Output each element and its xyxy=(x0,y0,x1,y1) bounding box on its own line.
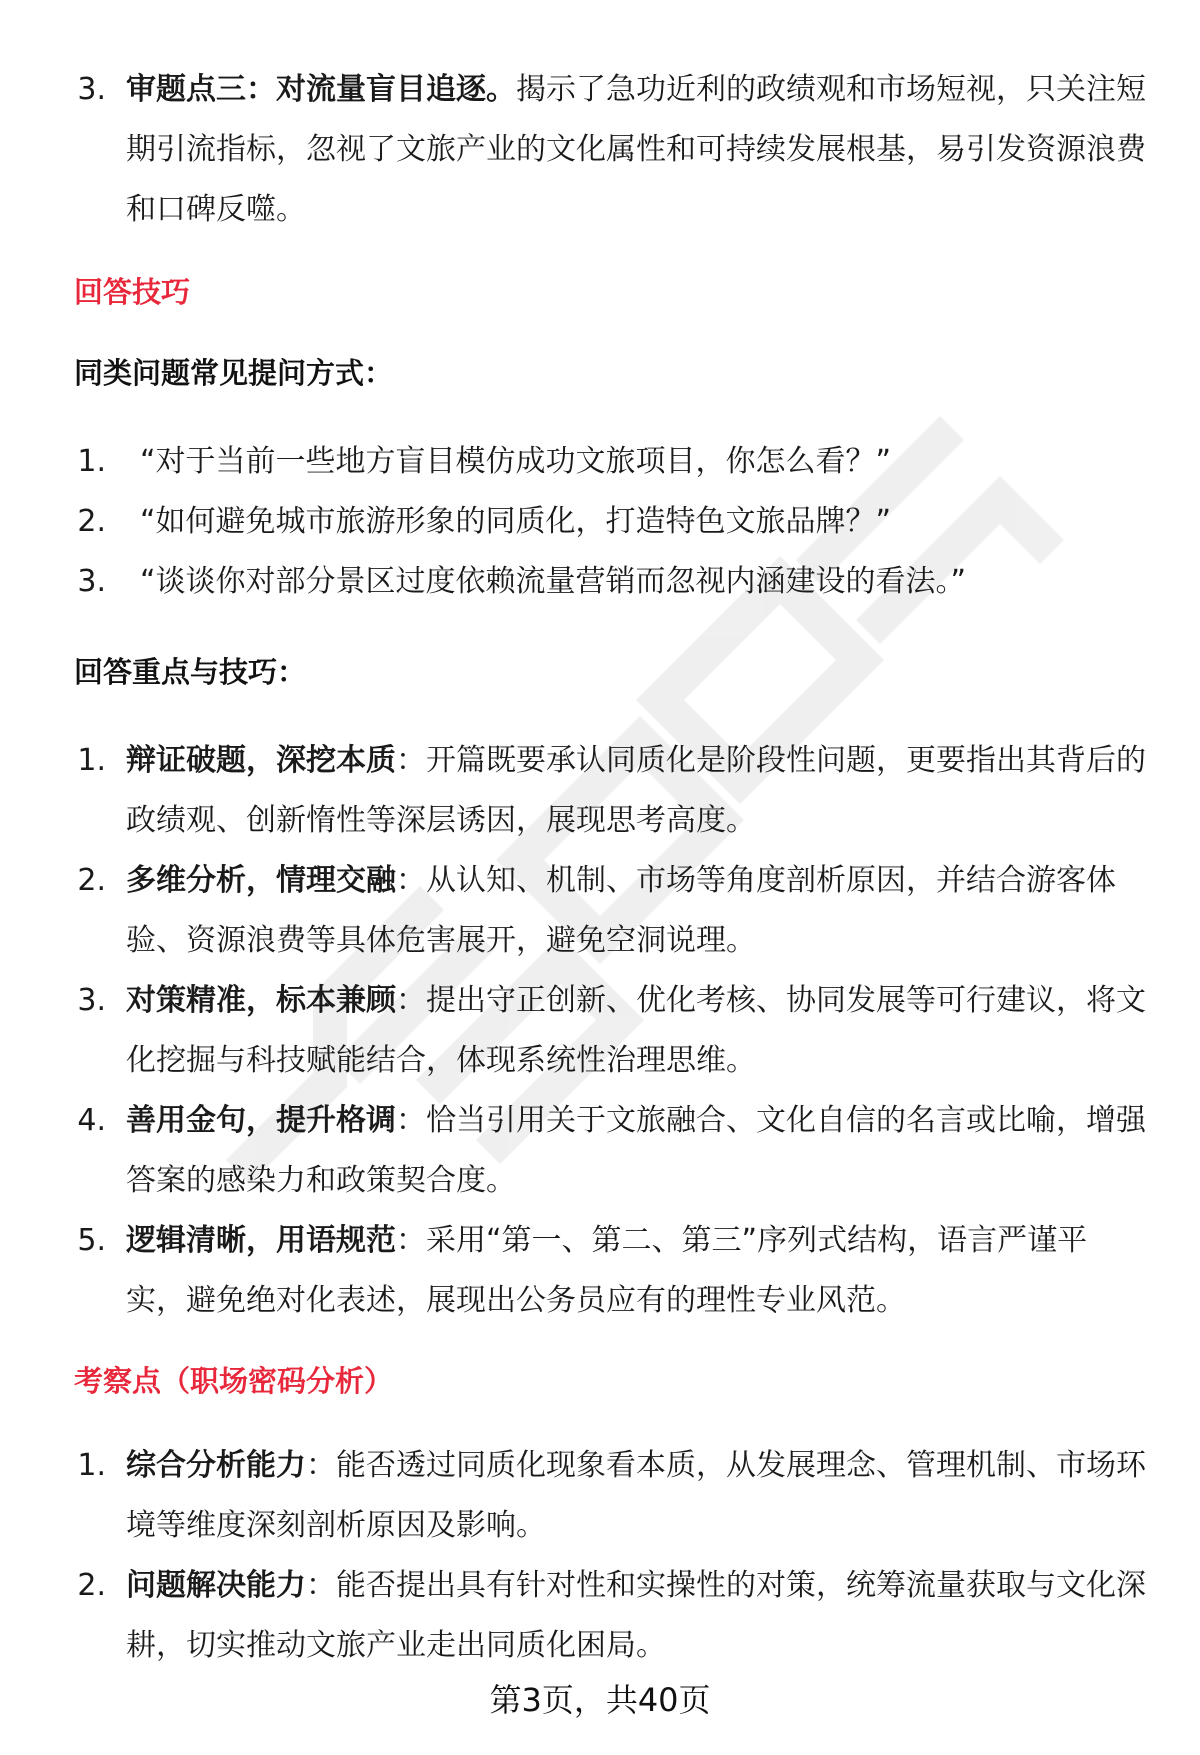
subheading-common-questions: 同类问题常见提问方式： xyxy=(74,356,394,390)
exam-point-line xyxy=(126,1566,1146,1606)
key-point-line xyxy=(126,1101,1146,1141)
page-number-footer: 第3页，共40页 xyxy=(489,1681,711,1719)
body-text: ：能否透过同质化现象看本质，从发展理念、管理机制、市场环 xyxy=(306,1448,1146,1483)
list-number: 2. xyxy=(77,863,106,898)
body-text: ：采用“第一、第二、第三”序列式结构，语言严谨平 xyxy=(396,1223,1088,1258)
key-point-line: 化挖掘与科技赋能结合，体现系统性治理思维。 xyxy=(126,1043,756,1078)
body-text: ：开篇既要承认同质化是阶段性问题，更要指出其背后的 xyxy=(396,743,1146,778)
list-number: 3. xyxy=(77,72,106,107)
question-item: “对于当前一些地方盲目模仿成功文旅项目，你怎么看？” xyxy=(140,444,892,479)
emphasis-text: 问题解决能力 xyxy=(126,1568,306,1603)
emphasis-text: 审题点三：对流量盲目追逐。 xyxy=(126,72,516,107)
body-text: ：从认知、机制、市场等角度剖析原因，并结合游客体 xyxy=(396,863,1116,898)
section-heading-exam-points: 考察点（职场密码分析） xyxy=(74,1364,394,1398)
key-point-line xyxy=(126,861,1116,901)
list-number: 2. xyxy=(77,504,106,539)
body-text: 揭示了急功近利的政绩观和市场短视，只关注短 xyxy=(516,72,1146,107)
question-item: “谈谈你对部分景区过度依赖流量营销而忽视内涵建设的看法。” xyxy=(140,564,967,599)
key-point-line xyxy=(126,741,1146,781)
list-number: 3. xyxy=(77,983,106,1018)
key-point-line: 验、资源浪费等具体危害展开，避免空洞说理。 xyxy=(126,923,756,958)
key-point-line xyxy=(126,981,1146,1021)
list-number: 1. xyxy=(77,444,106,479)
body-text: ：能否提出具有针对性和实操性的对策，统筹流量获取与文化深 xyxy=(306,1568,1146,1603)
emphasis-text: 对策精准，标本兼顾 xyxy=(126,983,396,1018)
list-number: 1. xyxy=(77,1448,106,1483)
list-number: 4. xyxy=(77,1103,106,1138)
list-number: 2. xyxy=(77,1568,106,1603)
key-point-line: 答案的感染力和政策契合度。 xyxy=(126,1163,516,1198)
emphasis-text: 辩证破题，深挖本质 xyxy=(126,743,396,778)
key-point-line: 政绩观、创新惰性等深层诱因，展现思考高度。 xyxy=(126,803,756,838)
list-number: 1. xyxy=(77,743,106,778)
emphasis-text: 逻辑清晰，用语规范 xyxy=(126,1223,396,1258)
emphasis-text: 多维分析，情理交融 xyxy=(126,863,396,898)
emphasis-text: 善用金句，提升格调 xyxy=(126,1103,396,1138)
list-number: 5. xyxy=(77,1223,106,1258)
body-text: ：提出守正创新、优化考核、协同发展等可行建议，将文 xyxy=(396,983,1146,1018)
section-heading-answer-tips: 回答技巧 xyxy=(74,275,191,309)
subheading-key-points: 回答重点与技巧： xyxy=(74,655,307,689)
list-number: 3. xyxy=(77,564,106,599)
question-item: “如何避免城市旅游形象的同质化，打造特色文旅品牌？” xyxy=(140,504,892,539)
body-text: ：恰当引用关于文旅融合、文化自信的名言或比喻，增强 xyxy=(396,1103,1146,1138)
key-point-line xyxy=(126,1221,1087,1261)
key-point-line: 实，避免绝对化表述，展现出公务员应有的理性专业风范。 xyxy=(126,1283,906,1318)
exam-point-line: 耕，切实推动文旅产业走出同质化困局。 xyxy=(126,1628,666,1663)
exam-point-line xyxy=(126,1446,1146,1486)
list-item-line xyxy=(126,70,1146,110)
exam-point-line: 境等维度深刻剖析原因及影响。 xyxy=(126,1508,546,1543)
emphasis-text: 综合分析能力 xyxy=(126,1448,306,1483)
list-item-line: 期引流指标，忽视了文旅产业的文化属性和可持续发展根基，易引发资源浪费 xyxy=(126,132,1146,167)
list-item-line: 和口碑反噬。 xyxy=(126,192,306,227)
